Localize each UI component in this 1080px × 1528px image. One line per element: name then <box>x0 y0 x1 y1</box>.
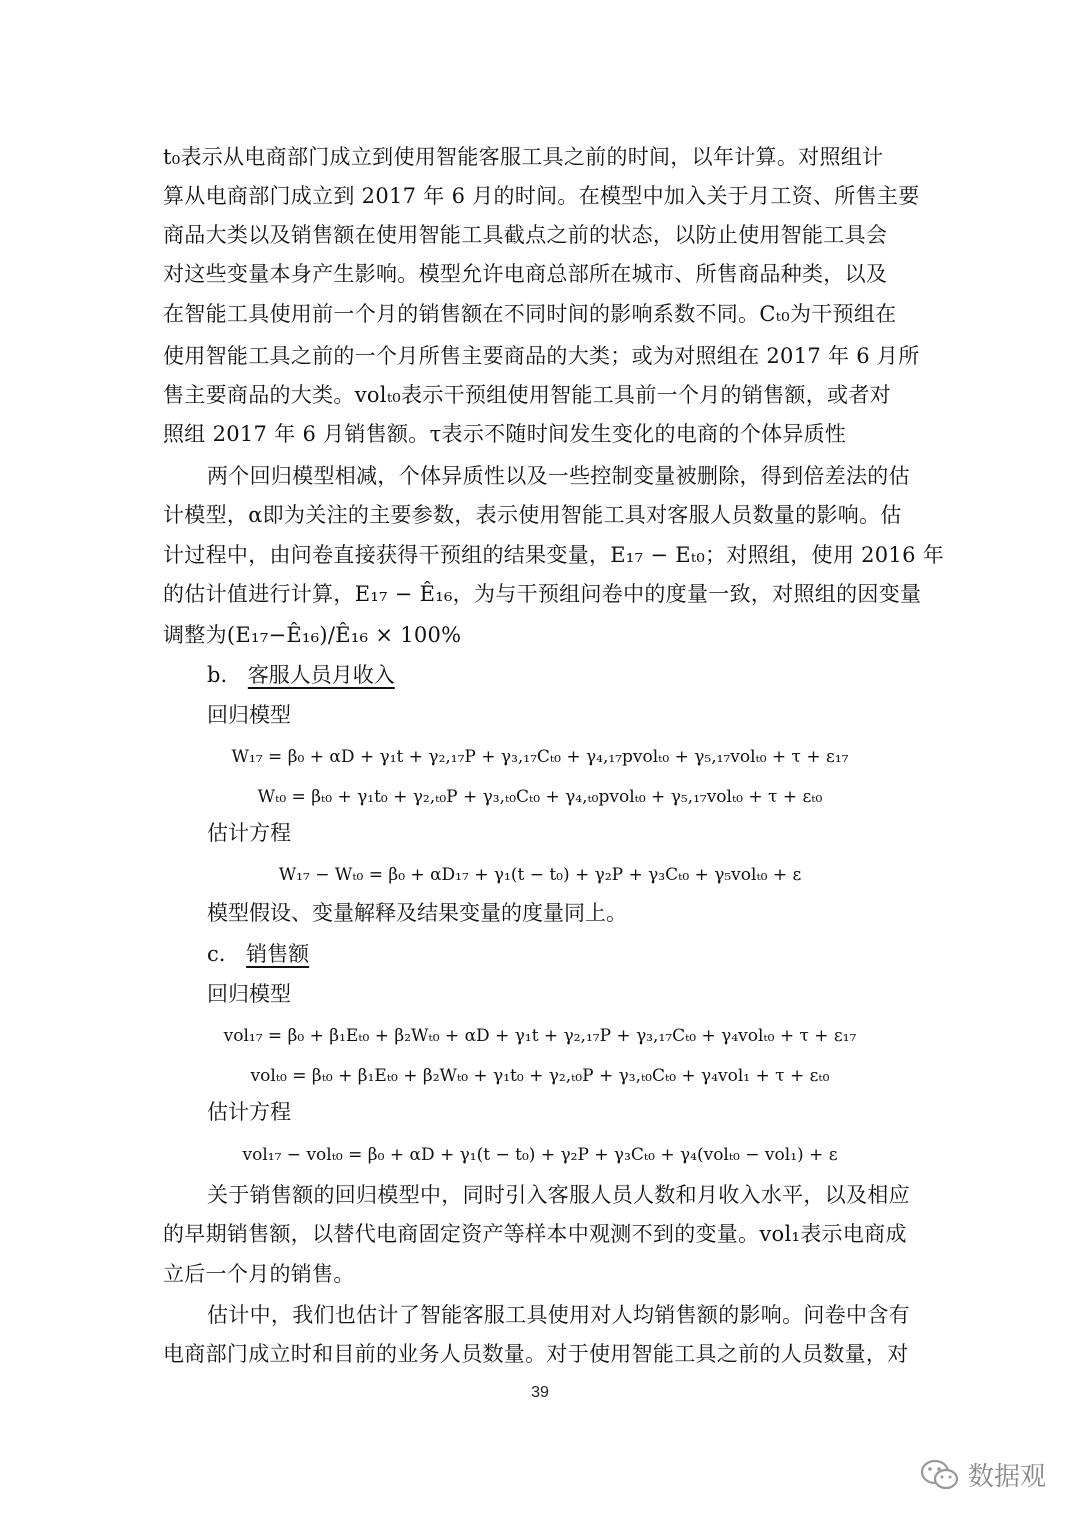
section-c-marker: c. <box>207 942 226 966</box>
watermark <box>920 1456 1046 1493</box>
p1-line-7: 售主要商品的大类。volₜ₀表示干预组使用智能工具前一个月的销售额，或者对 <box>163 383 891 407</box>
p4-line-1: 估计中，我们也估计了智能客服工具使用对人均销售额的影响。问卷中含有 <box>207 1303 910 1327</box>
p2-line-1: 两个回归模型相减，个体异质性以及一些控制变量被删除，得到倍差法的估 <box>207 464 910 488</box>
p1-line-3: 商品大类以及销售额在使用智能工具截点之前的状态，以防止使用智能工具会 <box>163 223 888 247</box>
equation-c3: vol₁₇ − volₜ₀ = β₀ + αD + γ₁(t − t₀) + γ₂P + γ₃Cₜ₀ + γ₄(volₜ₀ − vol₁) + ε <box>242 1145 838 1165</box>
p4-line-2: 电商部门成立时和目前的业务人员数量。对于使用智能工具之前的人员数量，对 <box>163 1342 909 1366</box>
p2-line-2: 计模型，α即为关注的主要参数，表示使用智能工具对客服人员数量的影响。估 <box>163 503 902 527</box>
p1-line-1: t₀表示从电商部门成立到使用智能客服工具之前的时间，以年计算。对照组计 <box>163 145 884 169</box>
watermark-text: 数据观 <box>967 1462 1046 1492</box>
section-b-heading <box>207 657 395 693</box>
note-same-as-above: 模型假设、变量解释及结果变量的度量同上。 <box>207 901 627 925</box>
wechat-icon <box>920 1458 960 1492</box>
section-c-title: 销售额 <box>246 942 310 966</box>
equation-b2: Wₜ₀ = βₜ₀ + γ₁t₀ + γ₂,ₜ₀P + γ₃,ₜ₀Cₜ₀ + γ₄,ₜ₀pvolₜ₀ + γ₅,₁₇volₜ₀ + τ + εₜ₀ <box>257 787 823 807</box>
p3-line-1: 关于销售额的回归模型中，同时引入客服人员人数和月收入水平，以及相应 <box>207 1183 910 1207</box>
label-regression-b: 回归模型 <box>207 703 291 727</box>
section-c-heading <box>207 936 309 972</box>
equation-b3: W₁₇ − Wₜ₀ = β₀ + αD₁₇ + γ₁(t − t₀) + γ₂P + γ₃Cₜ₀ + γ₅volₜ₀ + ε <box>278 865 802 885</box>
equation-b1: W₁₇ = β₀ + αD + γ₁t + γ₂,₁₇P + γ₃,₁₇Cₜ₀ + γ₄,₁₇pvolₜ₀ + γ₅,₁₇volₜ₀ + τ + ε₁₇ <box>231 747 849 767</box>
label-regression-c: 回归模型 <box>207 982 291 1006</box>
equation-c2: volₜ₀ = βₜ₀ + β₁Eₜ₀ + β₂Wₜ₀ + γ₁t₀ + γ₂,ₜ₀P + γ₃,ₜ₀Cₜ₀ + γ₄vol₁ + τ + εₜ₀ <box>250 1066 830 1086</box>
label-estimation-b: 估计方程 <box>207 821 291 845</box>
label-estimation-c: 估计方程 <box>207 1100 291 1124</box>
p1-line-6: 使用智能工具之前的一个月所售主要商品的大类；或为对照组在 2017 年 6 月所 <box>163 344 920 368</box>
p1-line-5: 在智能工具使用前一个月的销售额在不同时间的影响系数不同。Cₜ₀为干预组在 <box>163 302 897 326</box>
p1-line-8: 照组 2017 年 6 月销售额。τ表示不随时间发生变化的电商的个体异质性 <box>163 422 847 446</box>
page-number: 39 <box>531 1384 549 1401</box>
p3-line-3: 立后一个月的销售。 <box>163 1262 355 1286</box>
section-b-marker: b. <box>207 663 228 687</box>
p2-line-4: 的估计值进行计算，E₁₇ − Ê₁₆，为与干预组问卷中的度量一致，对照组的因变量 <box>163 582 922 606</box>
p3-line-2: 的早期销售额，以替代电商固定资产等样本中观测不到的变量。vol₁表示电商成 <box>163 1222 907 1246</box>
section-b-title: 客服人员月收入 <box>247 663 395 687</box>
p2-line-5: 调整为(E₁₇−Ê₁₆)/Ê₁₆ × 100% <box>163 623 462 647</box>
p1-line-4: 对这些变量本身产生影响。模型允许电商总部所在城市、所售商品种类，以及 <box>163 262 888 286</box>
p1-line-2: 算从电商部门成立到 2017 年 6 月的时间。在模型中加入关于月工资、所售主要 <box>163 184 920 208</box>
equation-c1: vol₁₇ = β₀ + β₁Eₜ₀ + β₂Wₜ₀ + αD + γ₁t + γ₂,₁₇P + γ₃,₁₇Cₜ₀ + γ₄volₜ₀ + τ + ε₁₇ <box>223 1026 857 1046</box>
p2-line-3: 计过程中，由问卷直接获得干预组的结果变量，E₁₇ − Eₜ₀；对照组，使用 2016 年 <box>163 543 945 567</box>
